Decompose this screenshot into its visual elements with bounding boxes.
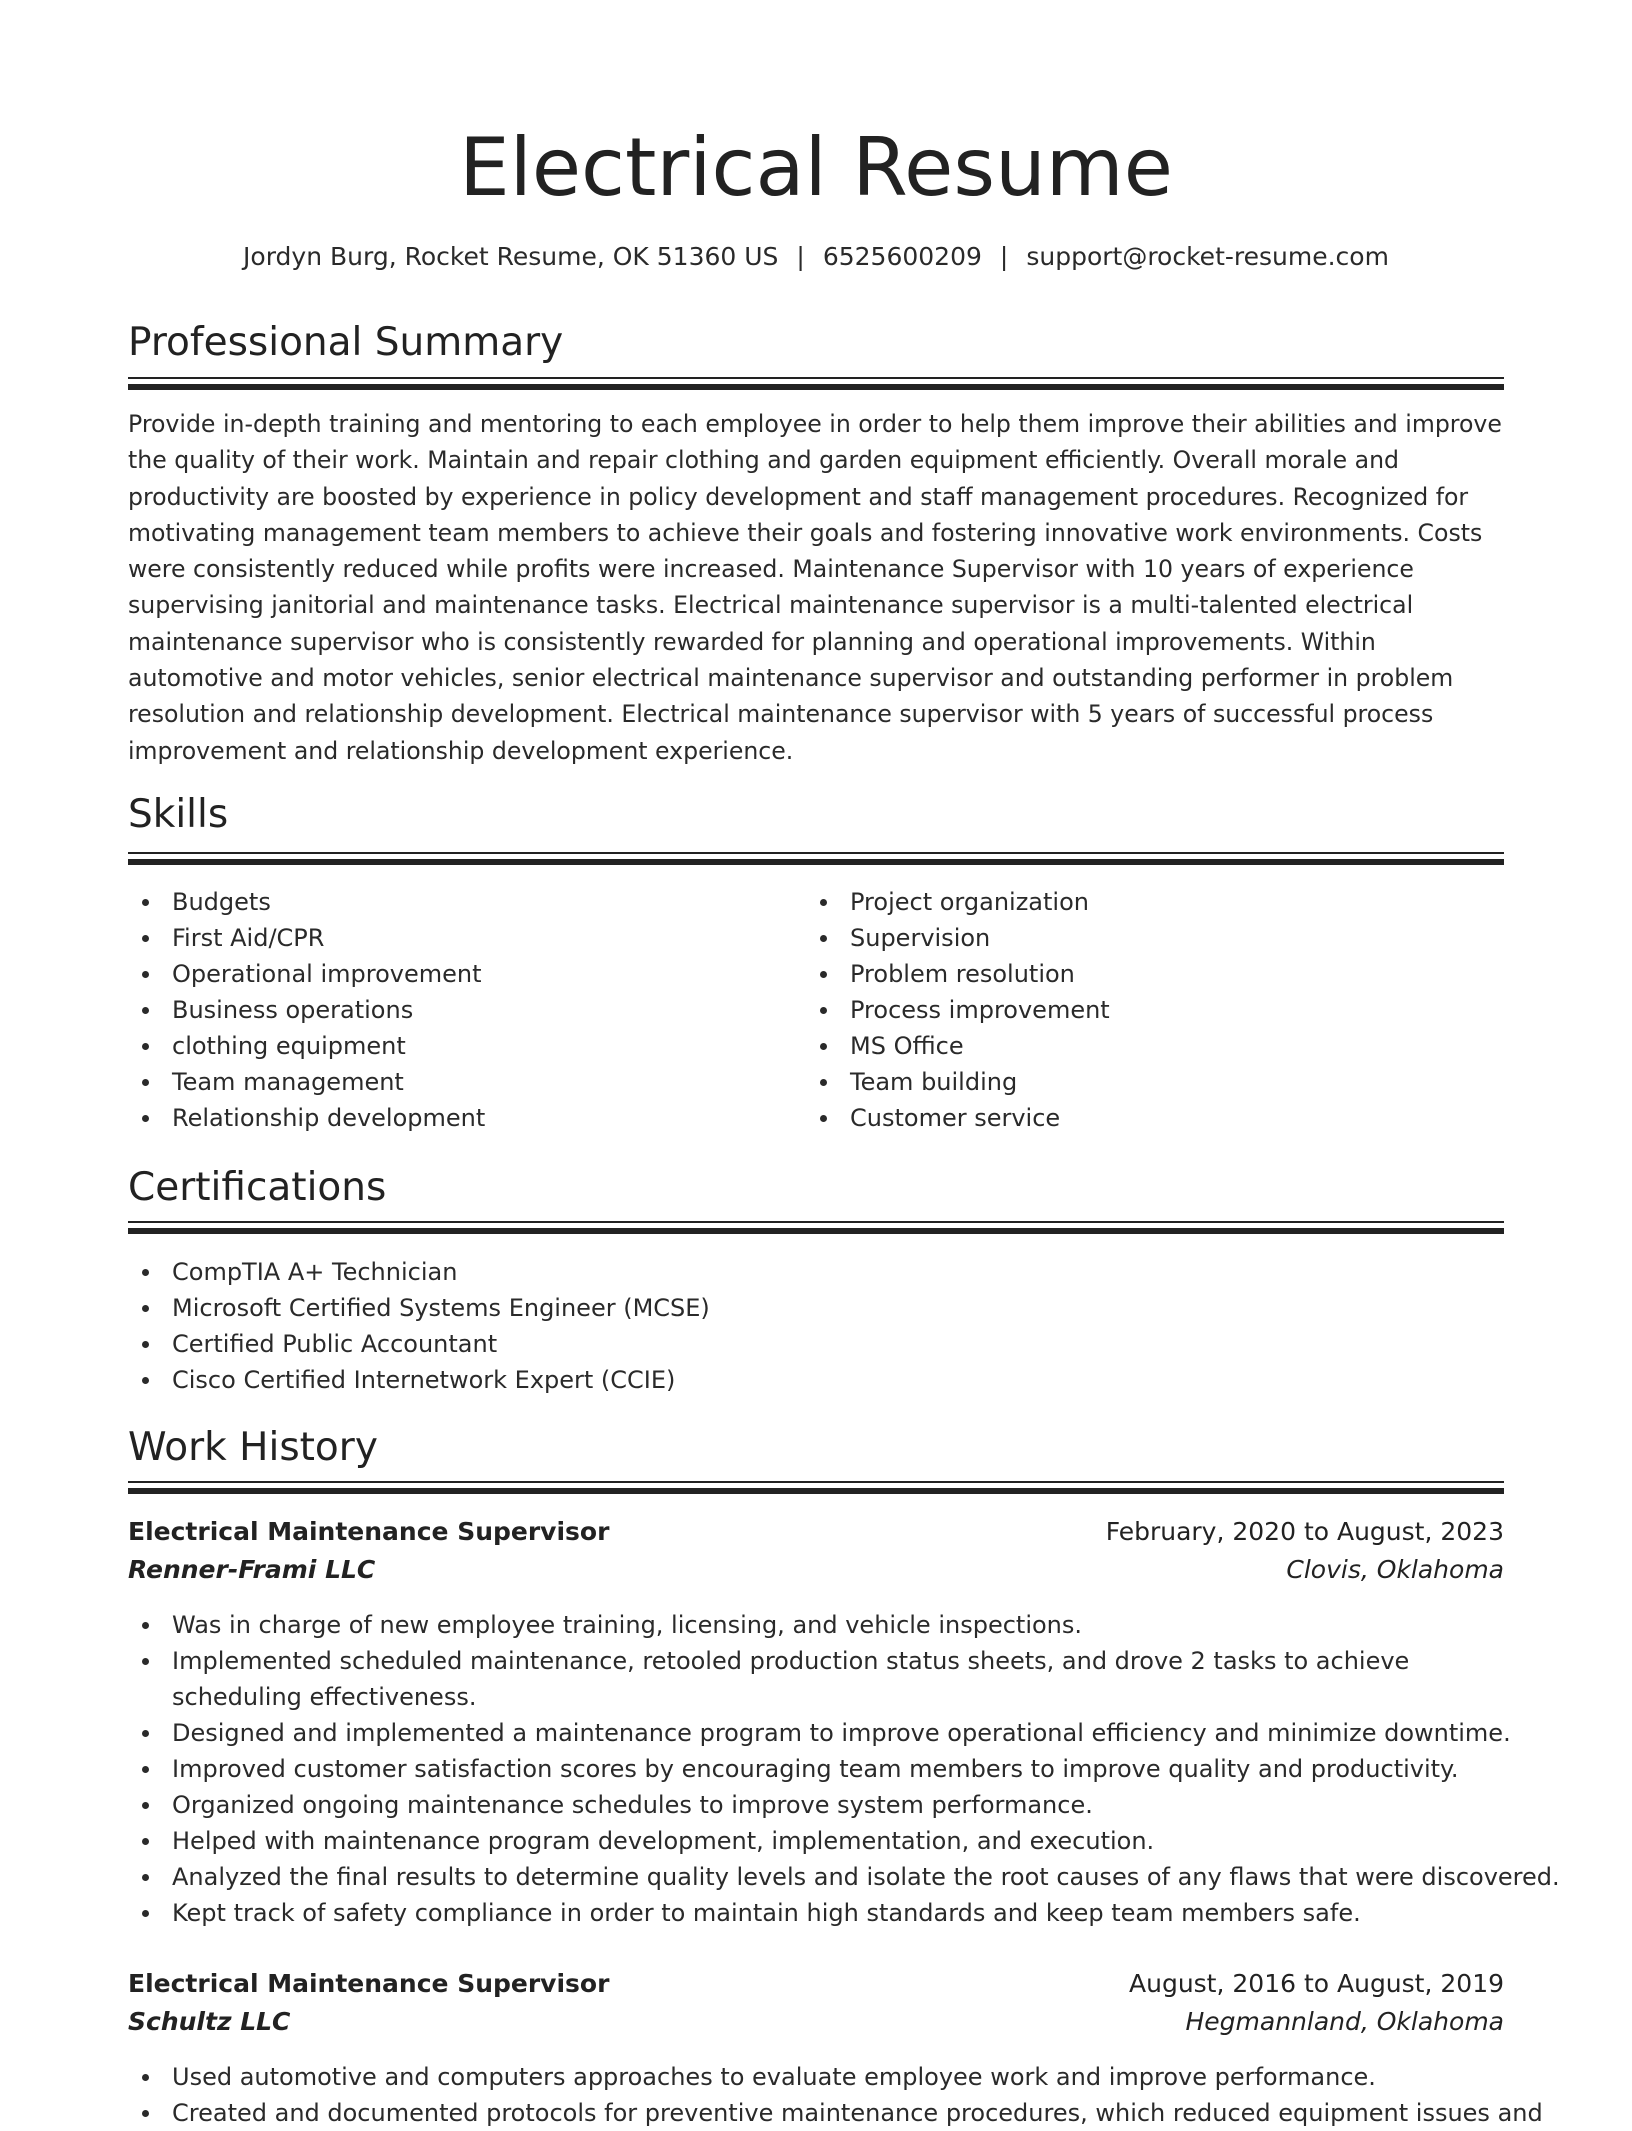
section-heading-work-history: Work History bbox=[128, 1425, 378, 1470]
job-location: Hegmannland, Oklahoma bbox=[1185, 2007, 1504, 2036]
section-divider-thin bbox=[128, 377, 1504, 379]
skills-section-header bbox=[128, 790, 1504, 840]
contact-email: support@rocket-resume.com bbox=[1026, 242, 1389, 271]
job-location: Clovis, Oklahoma bbox=[1286, 1555, 1504, 1584]
work-history-section-header bbox=[128, 1423, 1504, 1473]
skill-item: Process improvement bbox=[806, 992, 1446, 1028]
skill-item: First Aid/CPR bbox=[128, 920, 768, 956]
job-company: Renner-Frami LLC bbox=[128, 1555, 376, 1584]
summary-section-header bbox=[128, 318, 1504, 368]
certification-item: Cisco Certified Internetwork Expert (CCIE) bbox=[128, 1362, 1504, 1398]
skill-item: Problem resolution bbox=[806, 956, 1446, 992]
skills-list-right bbox=[806, 884, 1446, 1136]
certification-item: CompTIA A+ Technician bbox=[128, 1254, 1504, 1290]
certifications-section-header bbox=[128, 1163, 1504, 1213]
section-divider-thin bbox=[128, 1221, 1504, 1223]
skill-item: Customer service bbox=[806, 1100, 1446, 1136]
certification-item: Microsoft Certified Systems Engineer (MCSE) bbox=[128, 1290, 1504, 1326]
skills-list-left bbox=[128, 884, 768, 1136]
skill-item: Operational improvement bbox=[128, 956, 768, 992]
skill-item: clothing equipment bbox=[128, 1028, 768, 1064]
section-heading-summary: Professional Summary bbox=[128, 320, 564, 365]
certifications-list bbox=[128, 1254, 1504, 1398]
job-dates: August, 2016 to August, 2019 bbox=[1129, 1969, 1504, 1998]
section-divider-thick bbox=[128, 1228, 1504, 1234]
job-dates: February, 2020 to August, 2023 bbox=[1105, 1517, 1504, 1546]
job-bullet: Created and documented protocols for preventive maintenance procedures, which reduced equipment issues and bbox=[128, 2095, 1504, 2131]
contact-separator: | bbox=[796, 242, 805, 271]
section-divider-thick bbox=[128, 1488, 1504, 1494]
job-title: Electrical Maintenance Supervisor bbox=[128, 1969, 610, 1998]
skill-item: Business operations bbox=[128, 992, 768, 1028]
job-company: Schultz LLC bbox=[128, 2007, 291, 2036]
job-bullet: Analyzed the final results to determine quality levels and isolate the root causes of any flaws that were discovered. bbox=[128, 1859, 1504, 1895]
contact-separator: | bbox=[999, 242, 1009, 271]
skill-item: MS Office bbox=[806, 1028, 1446, 1064]
summary-text: Provide in-depth training and mentoring to each employee in order to help them improve their abilities and improve the quality of their work. Maintain and repair clothing and garden equipment efficiently. Overall morale and productivity are boosted by experience in policy development and staff management procedures. Recognized for motivating management team members to achieve their goals and fostering innovative work environments. Costs were consistently reduced while profits were increased. Maintenance Supervisor with 10 years of experience supervising janitorial and maintenance tasks. Electrical maintenance supervisor is a multi-talented electrical maintenance supervisor who is consistently rewarded for planning and operational improvements. Within automotive and motor vehicles, senior electrical maintenance supervisor and outstanding performer in problem resolution and relationship development. Electrical maintenance supervisor with 5 years of successful process improvement and relationship development experience. bbox=[128, 410, 1502, 765]
contact-phone: 6525600209 bbox=[822, 242, 982, 271]
job-bullets bbox=[128, 2059, 1543, 2131]
section-divider-thick bbox=[128, 384, 1504, 390]
job-bullet: Was in charge of new employee training, licensing, and vehicle inspections. bbox=[128, 1607, 1504, 1643]
skill-item: Team management bbox=[128, 1064, 768, 1100]
job-bullet: Helped with maintenance program development, implementation, and execution. bbox=[128, 1823, 1504, 1859]
skill-item: Budgets bbox=[128, 884, 768, 920]
job-bullet: Kept track of safety compliance in order to maintain high standards and keep team members safe. bbox=[128, 1895, 1504, 1931]
section-divider-thick bbox=[128, 859, 1504, 865]
section-divider-thin bbox=[128, 1481, 1504, 1483]
skill-item: Supervision bbox=[806, 920, 1446, 956]
job-title: Electrical Maintenance Supervisor bbox=[128, 1517, 610, 1546]
job-bullet: Organized ongoing maintenance schedules to improve system performance. bbox=[128, 1787, 1504, 1823]
section-divider-thin bbox=[128, 852, 1504, 854]
job-bullet: Implemented scheduled maintenance, retooled production status sheets, and drove 2 tasks to achieve scheduling effectiveness. bbox=[128, 1643, 1504, 1715]
skill-item: Team building bbox=[806, 1064, 1446, 1100]
contact-address: Jordyn Burg, Rocket Resume, OK 51360 US bbox=[243, 242, 779, 271]
job-bullet: Used automotive and computers approaches to evaluate employee work and improve performance. bbox=[128, 2059, 1504, 2095]
section-heading-certifications: Certifications bbox=[128, 1165, 387, 1210]
job-bullet: Improved customer satisfaction scores by encouraging team members to improve quality and productivity. bbox=[128, 1751, 1504, 1787]
skill-item: Project organization bbox=[806, 884, 1446, 920]
section-heading-skills: Skills bbox=[128, 792, 229, 837]
skill-item: Relationship development bbox=[128, 1100, 768, 1136]
certification-item: Certified Public Accountant bbox=[128, 1326, 1504, 1362]
resume-title: Electrical Resume bbox=[459, 121, 1173, 214]
job-bullets bbox=[128, 1607, 1560, 1931]
contact-line bbox=[128, 240, 1504, 274]
job-bullet: Designed and implemented a maintenance program to improve operational efficiency and minimize downtime. bbox=[128, 1715, 1504, 1751]
